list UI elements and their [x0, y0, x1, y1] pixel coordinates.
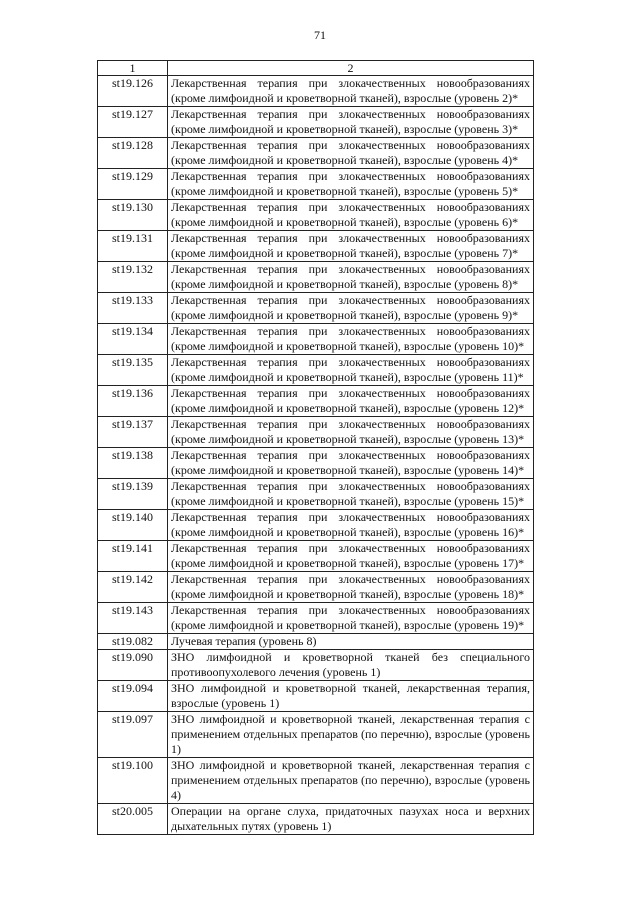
row-description: Лекарственная терапия при злокачественных новообразованиях (кроме лимфоидной и кроветворной тканей), взрослые (уровень 5)*: [168, 169, 534, 200]
column-header-2: 2: [168, 61, 534, 76]
row-description: Лекарственная терапия при злокачественных новообразованиях (кроме лимфоидной и кроветворной тканей), взрослые (уровень 19)*: [168, 603, 534, 634]
table-row: [98, 758, 534, 804]
row-description: ЗНО лимфоидной и кроветворной тканей, лекарственная терапия с применением отдельных препаратов (по перечню), взрослые (уровень 1): [168, 712, 534, 758]
row-description: Лекарственная терапия при злокачественных новообразованиях (кроме лимфоидной и кроветворной тканей), взрослые (уровень 10)*: [168, 324, 534, 355]
row-code: st19.141: [98, 541, 168, 572]
row-code: st19.082: [98, 634, 168, 650]
column-header-1: 1: [98, 61, 168, 76]
row-code: st19.126: [98, 76, 168, 107]
table-row: [98, 634, 534, 650]
row-description: Лекарственная терапия при злокачественных новообразованиях (кроме лимфоидной и кроветворной тканей), взрослые (уровень 14)*: [168, 448, 534, 479]
row-description: Лекарственная терапия при злокачественных новообразованиях (кроме лимфоидной и кроветворной тканей), взрослые (уровень 6)*: [168, 200, 534, 231]
row-code: st19.128: [98, 138, 168, 169]
row-code: st19.094: [98, 681, 168, 712]
table-row: [98, 603, 534, 634]
table-row: [98, 200, 534, 231]
row-description: Лекарственная терапия при злокачественных новообразованиях (кроме лимфоидной и кроветворной тканей), взрослые (уровень 11)*: [168, 355, 534, 386]
row-code: st19.130: [98, 200, 168, 231]
row-description: Лекарственная терапия при злокачественных новообразованиях (кроме лимфоидной и кроветворной тканей), взрослые (уровень 7)*: [168, 231, 534, 262]
row-description: Лекарственная терапия при злокачественных новообразованиях (кроме лимфоидной и кроветворной тканей), взрослые (уровень 9)*: [168, 293, 534, 324]
table-row: [98, 804, 534, 835]
row-code: st19.133: [98, 293, 168, 324]
row-code: st19.134: [98, 324, 168, 355]
table-row: [98, 231, 534, 262]
row-code: st19.142: [98, 572, 168, 603]
row-description: Лекарственная терапия при злокачественных новообразованиях (кроме лимфоидной и кроветворной тканей), взрослые (уровень 2)*: [168, 76, 534, 107]
row-description: Лекарственная терапия при злокачественных новообразованиях (кроме лимфоидной и кроветворной тканей), взрослые (уровень 18)*: [168, 572, 534, 603]
table-row: [98, 541, 534, 572]
row-code: st19.131: [98, 231, 168, 262]
row-code: st19.136: [98, 386, 168, 417]
table-row: [98, 324, 534, 355]
row-description: Лекарственная терапия при злокачественных новообразованиях (кроме лимфоидной и кроветворной тканей), взрослые (уровень 4)*: [168, 138, 534, 169]
table-row: [98, 681, 534, 712]
table-row: [98, 386, 534, 417]
table-header-row: [98, 61, 534, 76]
table-row: [98, 262, 534, 293]
tariff-table: [97, 60, 534, 835]
row-code: st19.090: [98, 650, 168, 681]
row-code: st19.100: [98, 758, 168, 804]
table-row: [98, 510, 534, 541]
table-row: [98, 293, 534, 324]
row-description: ЗНО лимфоидной и кроветворной тканей, лекарственная терапия с применением отдельных препаратов (по перечню), взрослые (уровень 4): [168, 758, 534, 804]
row-description: Лекарственная терапия при злокачественных новообразованиях (кроме лимфоидной и кроветворной тканей), взрослые (уровень 16)*: [168, 510, 534, 541]
row-description: Лекарственная терапия при злокачественных новообразованиях (кроме лимфоидной и кроветворной тканей), взрослые (уровень 15)*: [168, 479, 534, 510]
row-description: Лекарственная терапия при злокачественных новообразованиях (кроме лимфоидной и кроветворной тканей), взрослые (уровень 12)*: [168, 386, 534, 417]
row-code: st19.097: [98, 712, 168, 758]
row-code: st19.127: [98, 107, 168, 138]
table-row: [98, 76, 534, 107]
row-description: Операции на органе слуха, придаточных пазухах носа и верхних дыхательных путях (уровень 1): [168, 804, 534, 835]
row-code: st19.135: [98, 355, 168, 386]
row-description: ЗНО лимфоидной и кроветворной тканей, лекарственная терапия, взрослые (уровень 1): [168, 681, 534, 712]
row-description: Лучевая терапия (уровень 8): [168, 634, 534, 650]
table-row: [98, 572, 534, 603]
table-row: [98, 650, 534, 681]
table-row: [98, 355, 534, 386]
table-row: [98, 138, 534, 169]
table-row: [98, 448, 534, 479]
table-row: [98, 417, 534, 448]
table-row: [98, 169, 534, 200]
row-code: st19.137: [98, 417, 168, 448]
table-row: [98, 712, 534, 758]
row-description: Лекарственная терапия при злокачественных новообразованиях (кроме лимфоидной и кроветворной тканей), взрослые (уровень 8)*: [168, 262, 534, 293]
row-code: st19.139: [98, 479, 168, 510]
row-code: st19.132: [98, 262, 168, 293]
row-code: st19.129: [98, 169, 168, 200]
row-description: Лекарственная терапия при злокачественных новообразованиях (кроме лимфоидной и кроветворной тканей), взрослые (уровень 13)*: [168, 417, 534, 448]
row-description: Лекарственная терапия при злокачественных новообразованиях (кроме лимфоидной и кроветворной тканей), взрослые (уровень 3)*: [168, 107, 534, 138]
row-description: Лекарственная терапия при злокачественных новообразованиях (кроме лимфоидной и кроветворной тканей), взрослые (уровень 17)*: [168, 541, 534, 572]
row-description: ЗНО лимфоидной и кроветворной тканей без специального противоопухолевого лечения (уровень 1): [168, 650, 534, 681]
row-code: st19.140: [98, 510, 168, 541]
table-row: [98, 479, 534, 510]
row-code: st19.143: [98, 603, 168, 634]
row-code: st19.138: [98, 448, 168, 479]
page-number: 71: [314, 28, 326, 42]
table-row: [98, 107, 534, 138]
row-code: st20.005: [98, 804, 168, 835]
